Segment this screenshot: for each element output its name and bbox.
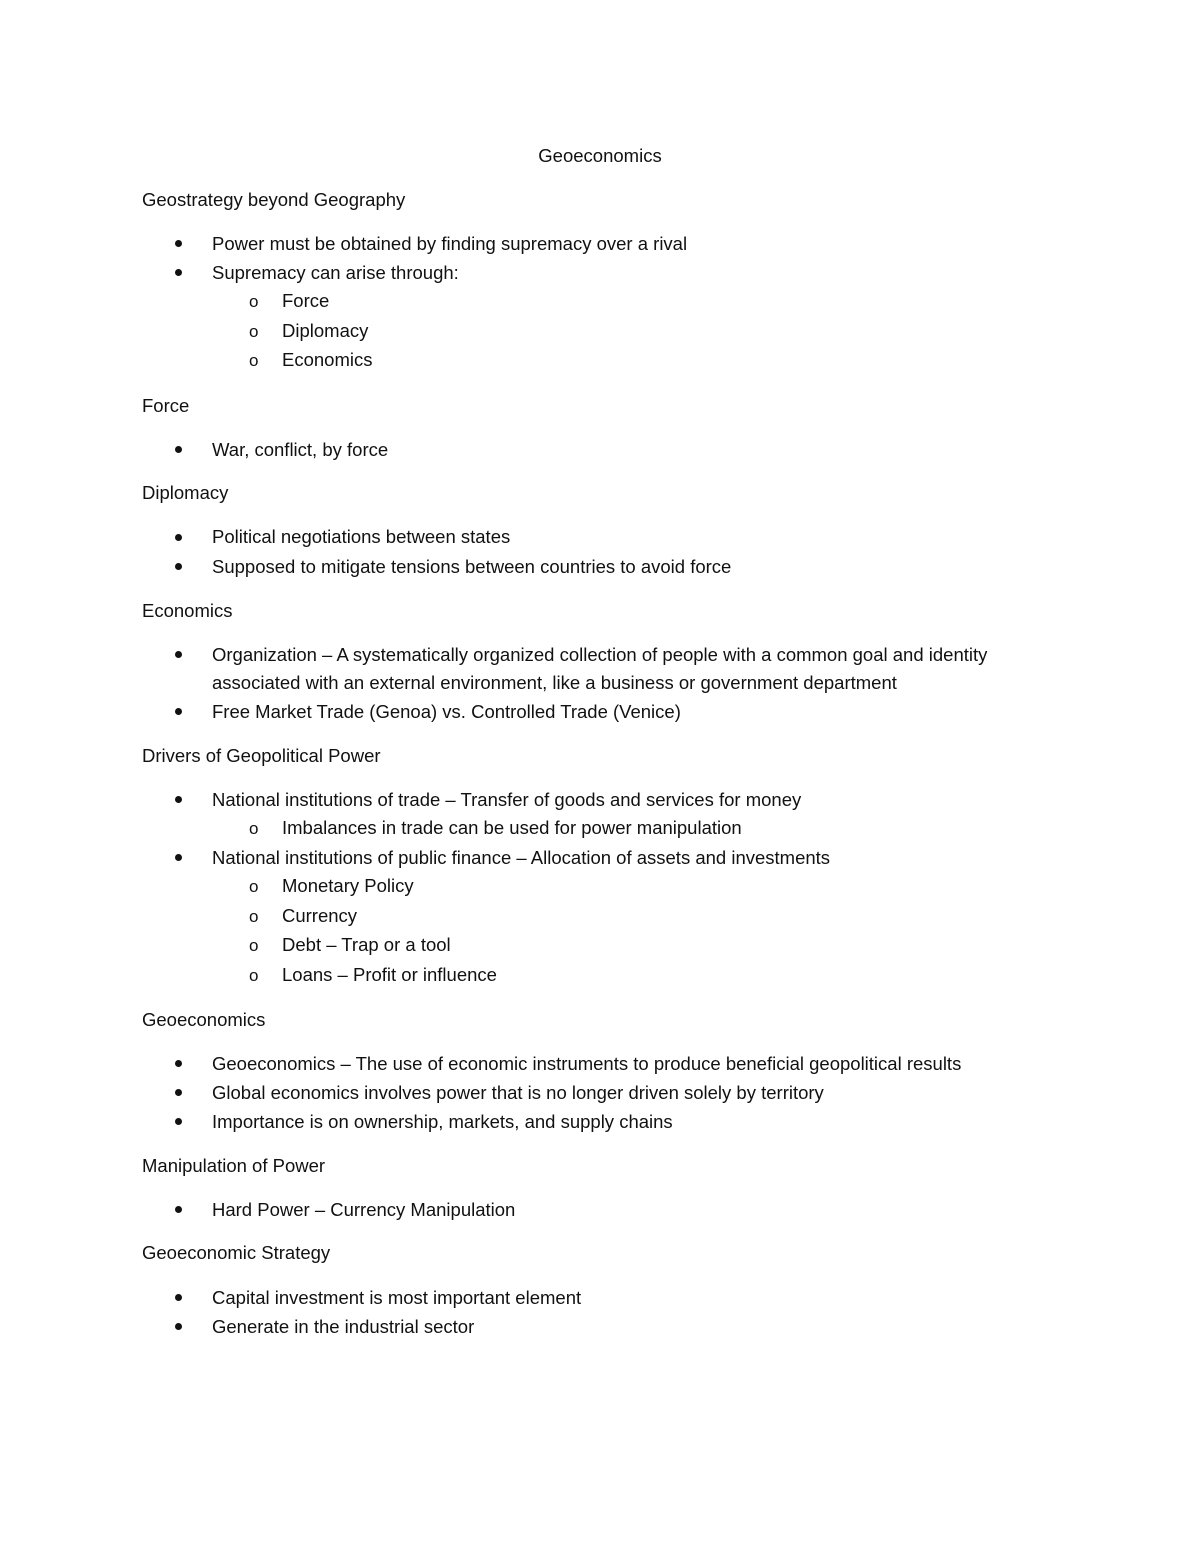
section-heading: Geoeconomics	[142, 1009, 266, 1030]
section-heading: Manipulation of Power	[142, 1155, 326, 1176]
bullet-icon	[175, 1294, 182, 1301]
list-item: Power must be obtained by finding supremacy over a rival	[212, 233, 688, 254]
sub-bullet-icon: o	[249, 907, 259, 926]
sub-bullet-icon: o	[249, 877, 259, 896]
list-item: Supposed to mitigate tensions between countries to avoid force	[212, 556, 732, 577]
bullet-icon	[175, 1118, 182, 1125]
sub-bullet-icon: o	[249, 966, 259, 985]
bullet-icon	[175, 446, 182, 453]
sub-list-item: Force	[282, 290, 330, 311]
page-title: Geoeconomics	[538, 145, 662, 166]
sub-bullet-icon: o	[249, 819, 259, 838]
bullet-icon	[175, 269, 182, 276]
bullet-icon	[175, 1060, 182, 1067]
sub-bullet-icon: o	[249, 936, 259, 955]
sub-bullet-icon: o	[249, 322, 259, 341]
sub-bullet-icon: o	[249, 292, 259, 311]
list-item: War, conflict, by force	[212, 439, 389, 460]
bullet-icon	[175, 1089, 182, 1096]
list-item: Free Market Trade (Genoa) vs. Controlled Trade (Venice)	[212, 701, 681, 722]
list-item-continuation: associated with an external environment, like a business or government department	[212, 672, 897, 693]
list-item: Global economics involves power that is no longer driven solely by territory	[212, 1082, 824, 1103]
bullet-icon	[175, 651, 182, 658]
sub-list-item: Loans – Profit or influence	[282, 964, 497, 985]
sub-bullet-icon: o	[249, 351, 259, 370]
section-heading: Drivers of Geopolitical Power	[142, 745, 381, 766]
list-item: Importance is on ownership, markets, and supply chains	[212, 1111, 673, 1132]
list-item: Hard Power – Currency Manipulation	[212, 1199, 516, 1220]
bullet-icon	[175, 796, 182, 803]
sub-list-item: Imbalances in trade can be used for power manipulation	[282, 817, 742, 838]
sub-list-item: Debt – Trap or a tool	[282, 934, 451, 955]
list-item: National institutions of public finance – Allocation of assets and investments	[212, 847, 831, 868]
section-heading: Economics	[142, 600, 233, 621]
list-item: National institutions of trade – Transfer of goods and services for money	[212, 789, 802, 810]
sub-list-item: Currency	[282, 905, 358, 926]
list-item: Supremacy can arise through:	[212, 262, 459, 283]
list-item: Generate in the industrial sector	[212, 1316, 475, 1337]
section-heading: Geostrategy beyond Geography	[142, 189, 406, 210]
bullet-icon	[175, 563, 182, 570]
section-heading: Diplomacy	[142, 482, 229, 503]
list-item: Capital investment is most important element	[212, 1287, 582, 1308]
bullet-icon	[175, 534, 182, 541]
section-heading: Geoeconomic Strategy	[142, 1242, 331, 1263]
bullet-icon	[175, 240, 182, 247]
sub-list-item: Economics	[282, 349, 373, 370]
list-item: Geoeconomics – The use of economic instruments to produce beneficial geopolitical results	[212, 1053, 962, 1074]
bullet-icon	[175, 708, 182, 715]
bullet-icon	[175, 854, 182, 861]
sub-list-item: Monetary Policy	[282, 875, 414, 896]
bullet-icon	[175, 1206, 182, 1213]
bullet-icon	[175, 1323, 182, 1330]
section-heading: Force	[142, 395, 190, 416]
list-item: Political negotiations between states	[212, 526, 511, 547]
list-item: Organization – A systematically organized collection of people with a common goal and identity	[212, 644, 988, 665]
sub-list-item: Diplomacy	[282, 320, 369, 341]
